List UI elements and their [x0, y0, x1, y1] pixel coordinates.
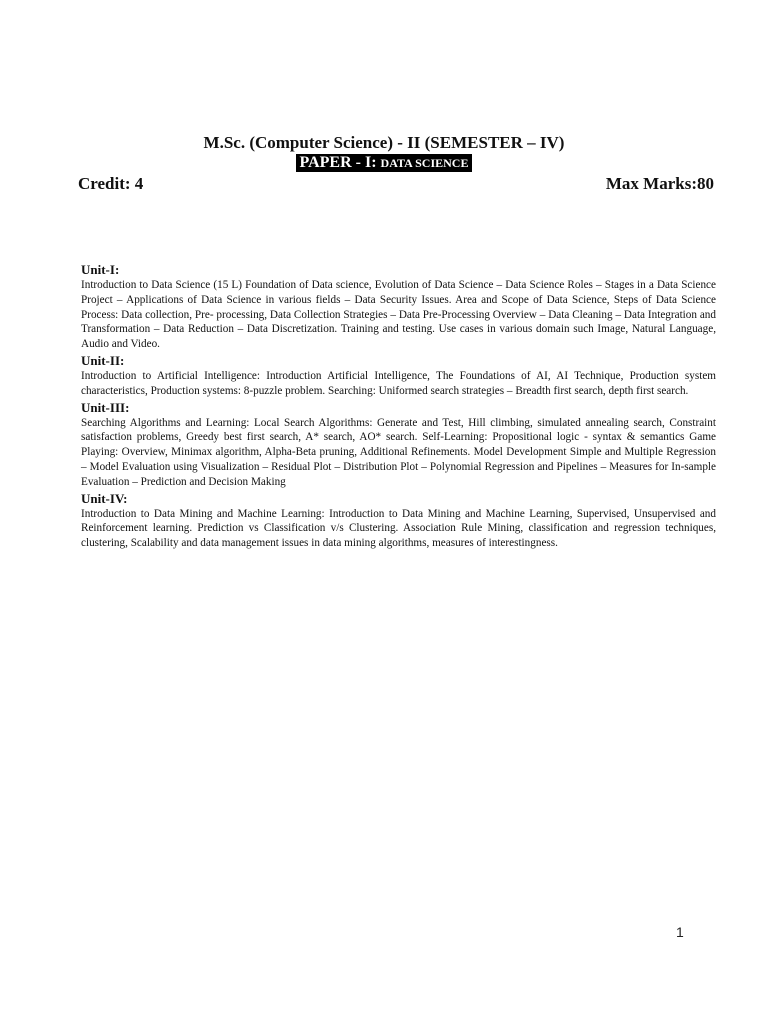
- unit-body: Introduction to Data Science (15 L) Foundation of Data science, Evolution of Data Science – Data Science Roles – Stages in a Data Science Project – Applications of Data Science in various fields – Data Security Issues. Area and Scope of Data Science, Steps of Data Science Process: Data collection, Pre- processing, Data Collection Strategies – Data Pre-Processing Overview – Data Cleaning – Data Integration and Transformation – Data Reduction – Data Discretization. Training and testing. Use cases in various domain such Image, Natural Language, Audio and Video.: [81, 279, 716, 351]
- unit-body: Introduction to Data Mining and Machine Learning: Introduction to Data Mining and Machine Learning, Supervised, Unsupervised and Reinforcement learning. Prediction vs Classification v/s Clustering. Association Rule Mining, classification and regression techniques, clustering, Scalability and data management issues in data mining algorithms, measures of interestingness.: [81, 507, 716, 550]
- unit-heading: Unit-I:: [81, 262, 120, 277]
- unit-body: Searching Algorithms and Learning: Local Search Algorithms: Generate and Test, Hill climbing, simulated annealing search, Constraint satisfaction problems, Greedy best first search, A* search, AO* search. Self-Learning: Propositional logic - syntax & semantics Game Playing: Overview, Minimax algorithm, Alpha-Beta pruning, Additional Refinements. Model Development Simple and Multiple Regression – Model Evaluation using Visualization – Residual Plot – Distribution Plot – Polynomial Regression and Pipelines – Measures for In-sample Evaluation – Prediction and Decision Making: [81, 416, 716, 488]
- unit-body: Introduction to Artificial Intelligence: Introduction Artificial Intelligence, The Foundations of AI, AI Technique, Production system characteristics, Production systems: 8-puzzle problem. Searching: Uniformed search strategies – Breadth first search, depth first search.: [81, 369, 716, 397]
- paper-subject: DATA SCIENCE: [380, 156, 469, 170]
- course-title: M.Sc. (Computer Science) - II (SEMESTER – IV): [203, 133, 565, 152]
- paper-prefix: PAPER - I:: [299, 154, 381, 171]
- unit-section: [81, 353, 716, 399]
- syllabus-content: [81, 262, 716, 552]
- unit-heading: Unit-III:: [81, 399, 130, 415]
- unit-heading: Unit-IV:: [81, 490, 128, 506]
- max-marks-label: Max Marks:80: [605, 174, 714, 193]
- unit-heading: Unit-II:: [81, 352, 125, 368]
- page-number: 1: [676, 924, 684, 940]
- paper-title-banner: [296, 154, 473, 172]
- unit-section: [81, 400, 716, 490]
- unit-section: [81, 262, 716, 352]
- credit-label: Credit: 4: [78, 174, 144, 193]
- paper-title-row: [0, 154, 768, 172]
- unit-section: [81, 491, 716, 551]
